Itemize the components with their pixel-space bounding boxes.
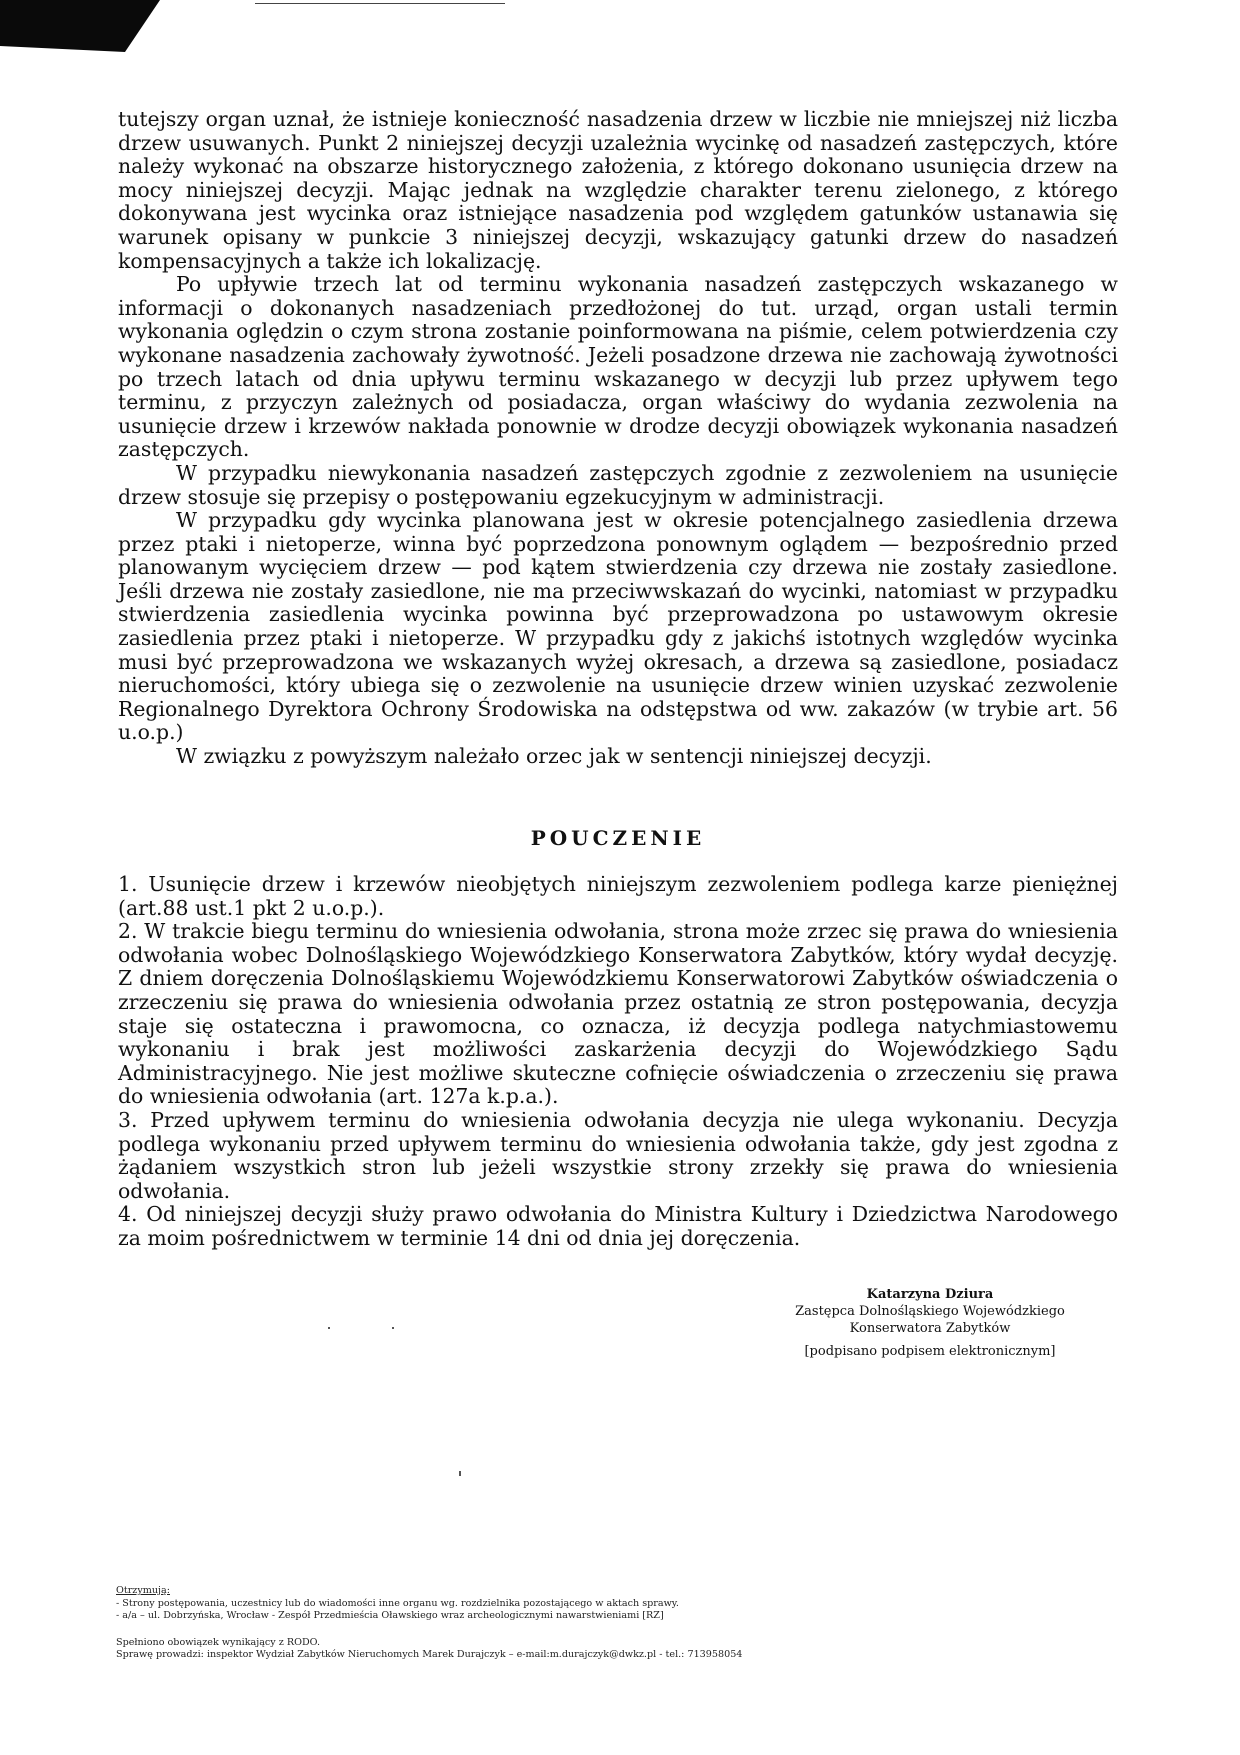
recipients-title: Otrzymują: [116, 1585, 170, 1596]
signatory-title-line-2: Konserwatora Zabytków [849, 1321, 1011, 1336]
electronic-signature-note: [podpisano podpisem elektronicznym] [804, 1344, 1056, 1359]
signature-block [780, 1286, 1080, 1360]
scan-top-rule [255, 3, 505, 4]
instruction-item-4: 4. Od niniejszej decyzji służy prawo odwołania do Ministra Kultury i Dziedzictwa Narodowego za moim pośrednictwem w terminie 14 dni od dnia jej doręczenia. [118, 1202, 1118, 1250]
justification-paragraph-5: W związku z powyższym należało orzec jak w sentencji niniejszej decyzji. [176, 744, 932, 769]
recipient-line-1: - Strony postępowania, uczestnicy lub do wiadomości inne organu wg. rozdzielnika pozostającego w aktach sprawy. [116, 1597, 679, 1609]
signatory-name: Katarzyna Dziura [866, 1287, 994, 1302]
justification-paragraph-4: W przypadku gdy wycinka planowana jest w okresie potencjalnego zasiedlenia drzewa przez ptaki i nietoperze, winna być poprzedzona ponownym oglądem — bezpośrednio przed planowanym wycięciem drzew — pod kątem stwierdzenia czy drzewa nie zostały zasiedlone. Jeśli drzewa nie zostały zasiedlone, nie ma przeciwwskazań do wycinki, natomiast w przypadku stwierdzenia zasiedlenia wycinka powinna być przeprowadzona po ustawowym okresie zasiedlenia przez ptaki i nietoperze. W przypadku gdy z jakichś istotnych względów wycinka musi być przeprowadzona we wskazanych wyżej okresach, a drzewa są zasiedlone, posiadacz nieruchomości, który ubiega się o zezwolenie na usunięcie drzew winien uzyskać zezwolenie Regionalnego Dyrektora Ochrony Środowiska na odstępstwa od ww. zakazów (w trybie art. 56 u.o.p.) [118, 508, 1118, 745]
instructions-list [118, 873, 1118, 1251]
justification-paragraph-1: tutejszy organ uznał, że istnieje konieczność nasadzenia drzew w liczbie nie mniejszej niż liczba drzew usuwanych. Punkt 2 niniejszej decyzji uzależnia wycinkę od nasadzeń zastępczych, które należy wykonać na obszarze historycznego założenia, z którego dokonano usunięcia drzew na mocy niniejszej decyzji. Mając jednak na względzie charakter terenu zielonego, z którego dokonywana jest wycinka oraz istniejące nasadzenia pod względem gatunków ustanawia się warunek opisany w punkcie 3 niniejszej decyzji, wskazujący gatunki drzew do nasadzeń kompensacyjnych a także ich lokalizację. [118, 107, 1118, 273]
document-footer [116, 1585, 1116, 1662]
recipient-line-2: - a/a – ul. Dobrzyńska, Wrocław - Zespół Przedmieścia Oławskiego wraz archeologicznymi nawarstwieniami [RZ] [116, 1610, 664, 1621]
justification-text [118, 108, 1118, 769]
instructions-heading: POUCZENIE [530, 826, 706, 850]
handled-by-line: Sprawę prowadzi: inspektor Wydział Zabytków Nieruchomych Marek Durajczyk – e-mail:m.durajczyk@dwkz.pl - tel.: 713958054 [116, 1649, 743, 1660]
rodo-line: Spełniono obowiązek wynikający z RODO. [116, 1636, 321, 1648]
signatory-title-line-1: Zastępca Dolnośląskiego Wojewódzkiego [795, 1304, 1065, 1319]
scan-speck [392, 1327, 394, 1329]
justification-paragraph-2: Po upływie trzech lat od terminu wykonania nasadzeń zastępczych wskazanego w informacji o dokonanych nasadzeniach przedłożonej do tut. urząd, organ ustali termin wykonania oględzin o czym strona zostanie poinformowana na piśmie, celem potwierdzenia czy wykonane nasadzenia zachowały żywotność. Jeżeli posadzone drzewa nie zachowają żywotności po trzech latach od dnia upływu terminu wskazanego w decyzji lub przez upływem tego terminu, z przyczyn zależnych od posiadacza, organ właściwy do wydania zezwolenia na usunięcie drzew i krzewów nakłada ponownie w drodze decyzji obowiązek wykonania nasadzeń zastępczych. [118, 272, 1118, 462]
instruction-item-2: 2. W trakcie biegu terminu do wniesienia odwołania, strona może zrzec się prawa do wniesienia odwołania wobec Dolnośląskiego Wojewódzkiego Konserwatora Zabytków, który wydał decyzję. Z dniem doręczenia Dolnośląskiemu Wojewódzkiemu Konserwatorowi Zabytków oświadczenia o zrzeczeniu się prawa do wniesienia odwołania przez ostatnią ze stron postępowania, decyzja staje się ostateczna i prawomocna, co oznacza, iż decyzja podlega natychmiastowemu wykonaniu i brak jest możliwości zaskarżenia decyzji do Wojewódzkiego Sądu Administracyjnego. Nie jest możliwe skuteczne cofnięcie oświadczenia o zrzeczeniu się prawa do wniesienia odwołania (art. 127a k.p.a.). [118, 919, 1118, 1109]
instruction-item-3: 3. Przed upływem terminu do wniesienia odwołania decyzja nie ulega wykonaniu. Decyzja podlega wykonaniu przed upływem terminu do wniesienia odwołania także, gdy jest zgodna z żądaniem wszystkich stron lub jeżeli wszystkie strony zrzekły się prawa do wniesienia odwołania. [118, 1107, 1118, 1203]
justification-paragraph-3: W przypadku niewykonania nasadzeń zastępczych zgodnie z zezwoleniem na usunięcie drzew stosuje się przepisy o postępowaniu egzekucyjnym w administracji. [118, 460, 1118, 509]
scan-speck [459, 1471, 461, 1476]
scan-corner-mark [0, 0, 160, 52]
instruction-item-1: 1. Usunięcie drzew i krzewów nieobjętych niniejszym zezwoleniem podlega karze pieniężnej (art.88 ust.1 pkt 2 u.o.p.). [118, 872, 1118, 920]
scan-speck [328, 1327, 330, 1329]
